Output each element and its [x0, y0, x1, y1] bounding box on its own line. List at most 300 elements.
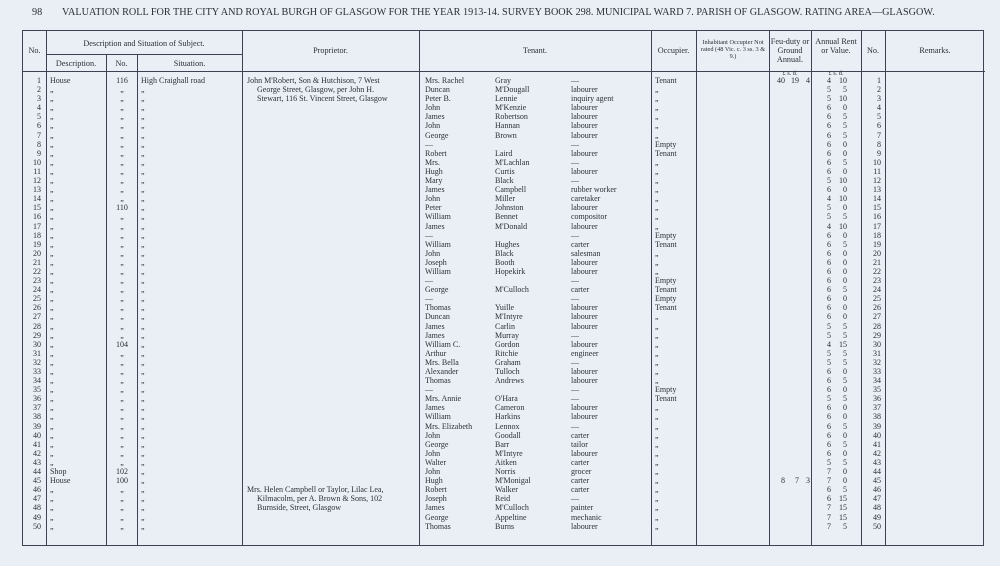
cell-rl: 7	[827, 521, 831, 531]
cell-st: Tenant	[655, 394, 677, 404]
cell-desc: „	[50, 221, 54, 231]
cell-occ: labourer	[571, 121, 598, 131]
cell-rl: 7	[827, 503, 831, 513]
cell-st: „	[655, 85, 659, 95]
table-body	[23, 76, 985, 531]
cell-tf: William	[425, 212, 451, 222]
cell-sit: „	[141, 257, 145, 267]
cell-num: „	[120, 439, 124, 449]
cell-tf: Peter B.	[425, 94, 451, 104]
cell-occ: —	[571, 330, 579, 340]
cell-ts: M'Intyre	[495, 448, 523, 458]
cell-num: „	[120, 403, 124, 413]
cell-no2: 1	[877, 76, 881, 85]
cell-rs: 0	[843, 185, 847, 195]
cell-occ: labourer	[571, 303, 598, 313]
table-row	[23, 412, 985, 421]
cell-no2: 4	[877, 103, 881, 113]
cell-tf: George	[425, 285, 449, 295]
cell-num: „	[120, 85, 124, 95]
cell-rl: 5	[827, 394, 831, 404]
cell-sit: „	[141, 312, 145, 322]
cell-desc: „	[50, 94, 54, 104]
cell-ts: Aitken	[495, 457, 517, 467]
cell-ts: Appeltine	[495, 512, 527, 522]
cell-desc: „	[50, 185, 54, 195]
cell-rl: 5	[827, 457, 831, 467]
cell-rs: 5	[843, 321, 847, 331]
cell-rl: 7	[827, 512, 831, 522]
cell-sit: „	[141, 221, 145, 231]
cell-sit: „	[141, 503, 145, 513]
cell-occ: carter	[571, 239, 590, 249]
cell-num: „	[120, 230, 124, 240]
cell-desc: „	[50, 166, 54, 176]
cell-tf: James	[425, 112, 445, 122]
cell-ts: Yuille	[495, 303, 515, 313]
cell-sit: „	[141, 294, 145, 304]
cell-st: „	[655, 485, 659, 495]
cell-no2: 47	[873, 494, 881, 504]
cell-occ: labourer	[571, 412, 598, 422]
cell-desc: „	[50, 339, 54, 349]
cell-num: „	[120, 312, 124, 322]
cell-st: Tenant	[655, 76, 677, 85]
cell-st: „	[655, 367, 659, 376]
cell-occ: labourer	[571, 403, 598, 413]
cell-occ: —	[571, 421, 579, 431]
cell-st: „	[655, 494, 659, 504]
cell-st: „	[655, 194, 659, 204]
cell-num: 116	[116, 76, 128, 85]
cell-rl: 4	[827, 76, 831, 85]
cell-occ: labourer	[571, 339, 598, 349]
cell-rl: 6	[827, 367, 831, 376]
cell-sit: „	[141, 321, 145, 331]
cell-occ: inquiry agent	[571, 94, 614, 104]
cell-desc: „	[50, 494, 54, 504]
cell-tf: Robert	[425, 148, 447, 158]
cell-tf: —	[425, 294, 433, 304]
cell-ts: Murray	[495, 330, 519, 340]
cell-rl: 6	[827, 257, 831, 267]
cell-num: „	[120, 148, 124, 158]
cell-rl: 6	[827, 230, 831, 240]
cell-num: „	[120, 221, 124, 231]
table-row	[23, 240, 985, 249]
cell-num: „	[120, 94, 124, 104]
cell-tf: Mrs. Annie	[425, 394, 461, 404]
cell-no: 24	[33, 285, 41, 295]
cell-ts: Johnston	[495, 203, 524, 213]
cell-rl: 6	[827, 130, 831, 140]
cell-occ: labourer	[571, 221, 598, 231]
cell-no2: 11	[873, 166, 881, 176]
cell-no: 34	[33, 376, 41, 386]
cell-st: „	[655, 248, 659, 258]
cell-tf: William	[425, 266, 451, 276]
table-row	[23, 385, 985, 394]
cell-no2: 14	[873, 194, 881, 204]
cell-st: „	[655, 266, 659, 276]
cell-ts: Booth	[495, 257, 515, 267]
cell-no2: 38	[873, 412, 881, 422]
cell-occ: carter	[571, 285, 590, 295]
cell-ts: Black	[495, 248, 514, 258]
cell-no2: 30	[873, 339, 881, 349]
cell-no: 43	[33, 457, 41, 467]
cell-ts: Campbell	[495, 185, 527, 195]
cell-num: „	[120, 139, 124, 149]
cell-desc: „	[50, 421, 54, 431]
cell-num: „	[120, 248, 124, 258]
cell-num: „	[120, 448, 124, 458]
cell-occ: —	[571, 139, 579, 149]
cell-occ: labourer	[571, 103, 598, 113]
cell-occ: labourer	[571, 130, 598, 140]
cell-sit: „	[141, 357, 145, 367]
cell-no: 18	[33, 230, 41, 240]
cell-desc: „	[50, 276, 54, 286]
cell-st: „	[655, 439, 659, 449]
cell-rs: 10	[839, 94, 847, 104]
cell-st: „	[655, 185, 659, 195]
cell-ts: Curtis	[495, 166, 515, 176]
cell-desc: „	[50, 330, 54, 340]
cell-sit: „	[141, 421, 145, 431]
table-row	[23, 458, 985, 467]
cell-rs: 0	[843, 448, 847, 458]
cell-rs: 0	[843, 139, 847, 149]
cell-rl: 6	[827, 103, 831, 113]
cell-occ: labourer	[571, 266, 598, 276]
cell-occ: carter	[571, 430, 590, 440]
cell-no2: 42	[873, 448, 881, 458]
cell-sit: „	[141, 467, 145, 477]
cell-sit: „	[141, 348, 145, 358]
cell-sit: „	[141, 330, 145, 340]
cell-tf: George	[425, 130, 449, 140]
cell-rl: 5	[827, 321, 831, 331]
cell-no: 38	[33, 412, 41, 422]
proprietor-line: Stewart, 116 St. Vincent Street, Glasgow	[257, 94, 388, 104]
cell-no: 26	[33, 303, 41, 313]
cell-rl: 5	[827, 212, 831, 222]
cell-tf: Thomas	[425, 303, 451, 313]
cell-st: „	[655, 412, 659, 422]
table-row	[23, 476, 985, 485]
cell-no2: 12	[873, 176, 881, 186]
cell-num: „	[120, 185, 124, 195]
cell-rl: 6	[827, 139, 831, 149]
cell-occ: caretaker	[571, 194, 601, 204]
cell-sit: „	[141, 166, 145, 176]
table-row	[23, 131, 985, 140]
cell-no2: 49	[873, 512, 881, 522]
cell-tf: —	[425, 276, 433, 286]
cell-rs: 5	[843, 439, 847, 449]
cell-rl: 5	[827, 94, 831, 104]
cell-no2: 6	[877, 121, 881, 131]
cell-rl: 6	[827, 157, 831, 167]
cell-desc: „	[50, 103, 54, 113]
cell-num: „	[120, 430, 124, 440]
cell-occ: carter	[571, 476, 590, 486]
cell-no2: 17	[873, 221, 881, 231]
cell-num: „	[120, 239, 124, 249]
cell-ts: Barr	[495, 439, 510, 449]
cell-tf: Arthur	[425, 348, 447, 358]
cell-st: „	[655, 521, 659, 531]
col-occupier-header: Occupier.	[657, 46, 690, 55]
table-row	[23, 513, 985, 522]
cell-rs: 5	[843, 457, 847, 467]
cell-rl: 5	[827, 357, 831, 367]
table-row	[23, 303, 985, 312]
cell-num: 110	[116, 203, 128, 213]
cell-tf: George	[425, 439, 449, 449]
cell-ts: Black	[495, 176, 514, 186]
cell-no: 5	[37, 112, 41, 122]
rent-lsd-label: £ s. d.	[828, 70, 844, 77]
cell-st: „	[655, 321, 659, 331]
proprietor-line: Mrs. Helen Campbell or Taylor, Lilac Lea,	[247, 485, 384, 494]
cell-no2: 44	[873, 467, 881, 477]
cell-occ: labourer	[571, 312, 598, 322]
cell-ts: Reid	[495, 494, 511, 504]
cell-st: „	[655, 348, 659, 358]
cell-num: „	[120, 157, 124, 167]
cell-sit: „	[141, 285, 145, 295]
cell-rs: 15	[839, 512, 847, 522]
cell-no: 45	[33, 476, 41, 486]
cell-num: „	[120, 266, 124, 276]
cell-occ: —	[571, 357, 579, 367]
table-row	[23, 203, 985, 212]
cell-rl: 7	[827, 476, 831, 486]
cell-st: Empty	[655, 139, 677, 149]
cell-sit: „	[141, 85, 145, 95]
cell-st: „	[655, 476, 659, 486]
cell-tf: Robert	[425, 485, 447, 495]
cell-desc: „	[50, 139, 54, 149]
cell-desc: „	[50, 203, 54, 213]
cell-tf: Mrs. Elizabeth	[425, 421, 473, 431]
cell-no2: 31	[873, 348, 881, 358]
cell-sit: „	[141, 185, 145, 195]
cell-num: „	[120, 130, 124, 140]
cell-no: 46	[33, 485, 41, 495]
cell-ts: Hopekirk	[495, 266, 526, 276]
cell-tf: Joseph	[425, 494, 447, 504]
cell-sit: „	[141, 476, 145, 486]
table-row	[23, 367, 985, 376]
cell-num: „	[120, 521, 124, 531]
cell-occ: labourer	[571, 376, 598, 386]
col-desc-group-header: Description and Situation of Subject.	[83, 39, 205, 48]
cell-no2: 2	[877, 85, 881, 95]
cell-st: „	[655, 257, 659, 267]
cell-num: „	[120, 457, 124, 467]
cell-occ: —	[571, 385, 579, 395]
cell-desc: „	[50, 121, 54, 131]
cell-rs: 10	[839, 176, 847, 186]
cell-desc: „	[50, 148, 54, 158]
cell-no: 1	[37, 76, 41, 85]
cell-rs: 5	[843, 521, 847, 531]
cell-rl: 6	[827, 294, 831, 304]
valuation-table	[22, 30, 984, 546]
table-row	[23, 440, 985, 449]
table-row	[23, 294, 985, 303]
table-row	[23, 112, 985, 121]
cell-rs: 5	[843, 112, 847, 122]
cell-rs: 5	[843, 130, 847, 140]
cell-no2: 7	[877, 130, 881, 140]
cell-rs: 0	[843, 266, 847, 276]
cell-no2: 20	[873, 248, 881, 258]
cell-rl: 6	[827, 148, 831, 158]
table-row	[23, 103, 985, 112]
cell-occ: grocer	[571, 467, 592, 477]
cell-no2: 27	[873, 312, 881, 322]
table-row	[23, 85, 985, 94]
cell-no2: 37	[873, 403, 881, 413]
cell-st: Tenant	[655, 148, 677, 158]
cell-no: 7	[37, 130, 41, 140]
cell-occ: —	[571, 76, 579, 85]
cell-st: „	[655, 130, 659, 140]
cell-no: 20	[33, 248, 41, 258]
cell-tf: Joseph	[425, 257, 447, 267]
cell-num: „	[120, 294, 124, 304]
cell-desc: „	[50, 385, 54, 395]
cell-ts: Cameron	[495, 403, 525, 413]
col-street-no-header: No.	[115, 59, 128, 68]
cell-ts: Norris	[495, 467, 516, 477]
cell-tf: James	[425, 330, 445, 340]
table-row	[23, 222, 985, 231]
cell-no: 50	[33, 521, 41, 531]
cell-rs: 0	[843, 403, 847, 413]
cell-sit: „	[141, 448, 145, 458]
cell-desc: „	[50, 257, 54, 267]
table-row	[23, 422, 985, 431]
col-tenant-header: Tenant.	[522, 46, 548, 55]
cell-num: „	[120, 276, 124, 286]
cell-no: 37	[33, 403, 41, 413]
table-row	[23, 340, 985, 349]
cell-ts: Burns	[495, 521, 515, 531]
cell-no2: 35	[873, 385, 881, 395]
cell-num: „	[120, 494, 124, 504]
cell-occ: labourer	[571, 148, 598, 158]
cell-desc: „	[50, 194, 54, 204]
cell-feu-s: 7	[795, 476, 799, 486]
cell-occ: —	[571, 276, 579, 286]
cell-no: 42	[33, 448, 41, 458]
cell-ts: Gray	[495, 76, 511, 85]
col-rent-header: Annual Rent or Value.	[815, 37, 857, 56]
cell-rs: 0	[843, 303, 847, 313]
cell-rl: 5	[827, 176, 831, 186]
cell-no: 27	[33, 312, 41, 322]
cell-tf: William C.	[425, 339, 461, 349]
table-row	[23, 121, 985, 130]
cell-tf: Walter	[425, 457, 447, 467]
cell-no2: 21	[873, 257, 881, 267]
table-row	[23, 285, 985, 294]
cell-no2: 25	[873, 294, 881, 304]
cell-rl: 6	[827, 494, 831, 504]
page-title: VALUATION ROLL FOR THE CITY AND ROYAL BURGH OF GLASGOW FOR THE YEAR 1913-14. SURVEY BOOK 298. MUNICIPAL WARD 7. PARISH OF GLASGOW. RATING AREA—GLASGOW.	[62, 7, 935, 18]
cell-st: „	[655, 357, 659, 367]
page-header	[0, 7, 1000, 21]
cell-feu-s: 19	[791, 76, 799, 85]
cell-ts: Walker	[495, 485, 518, 495]
cell-sit: „	[141, 157, 145, 167]
cell-sit: „	[141, 248, 145, 258]
cell-rl: 6	[827, 430, 831, 440]
rule	[46, 54, 242, 55]
table-row	[23, 322, 985, 331]
cell-no: 29	[33, 330, 41, 340]
cell-rs: 5	[843, 212, 847, 222]
cell-rs: 5	[843, 394, 847, 404]
cell-st: Empty	[655, 276, 677, 286]
cell-occ: carter	[571, 485, 590, 495]
cell-sit: „	[141, 303, 145, 313]
cell-st: „	[655, 376, 659, 386]
page-number: 98	[32, 7, 43, 18]
cell-occ: —	[571, 294, 579, 304]
table-row	[23, 194, 985, 203]
cell-rl: 6	[827, 239, 831, 249]
cell-num: 100	[116, 476, 128, 486]
cell-no: 44	[33, 467, 41, 477]
cell-occ: labourer	[571, 321, 598, 331]
cell-no: 21	[33, 257, 41, 267]
cell-no2: 13	[873, 185, 881, 195]
cell-no: 13	[33, 185, 41, 195]
cell-ts: Lennie	[495, 94, 518, 104]
cell-st: „	[655, 157, 659, 167]
cell-occ: compositor	[571, 212, 607, 222]
cell-occ: labourer	[571, 448, 598, 458]
cell-num: „	[120, 357, 124, 367]
cell-rl: 6	[827, 166, 831, 176]
cell-sit: „	[141, 230, 145, 240]
cell-no: 19	[33, 239, 41, 249]
col-description-header: Description.	[55, 59, 97, 68]
cell-ts: Bennet	[495, 212, 518, 222]
cell-sit: „	[141, 203, 145, 213]
col-remarks-header: Remarks.	[919, 46, 951, 55]
cell-st: „	[655, 330, 659, 340]
cell-rl: 6	[827, 385, 831, 395]
cell-num: „	[120, 257, 124, 267]
cell-sit: „	[141, 367, 145, 376]
cell-sit: „	[141, 394, 145, 404]
proprietor-line: Kilmacolm, per A. Brown & Sons, 102	[257, 494, 383, 504]
table-row	[23, 76, 985, 85]
cell-num: „	[120, 394, 124, 404]
cell-ts: Gordon	[495, 339, 520, 349]
cell-tf: John	[425, 103, 441, 113]
cell-desc: „	[50, 112, 54, 122]
cell-no: 6	[37, 121, 41, 131]
cell-no: 31	[33, 348, 41, 358]
